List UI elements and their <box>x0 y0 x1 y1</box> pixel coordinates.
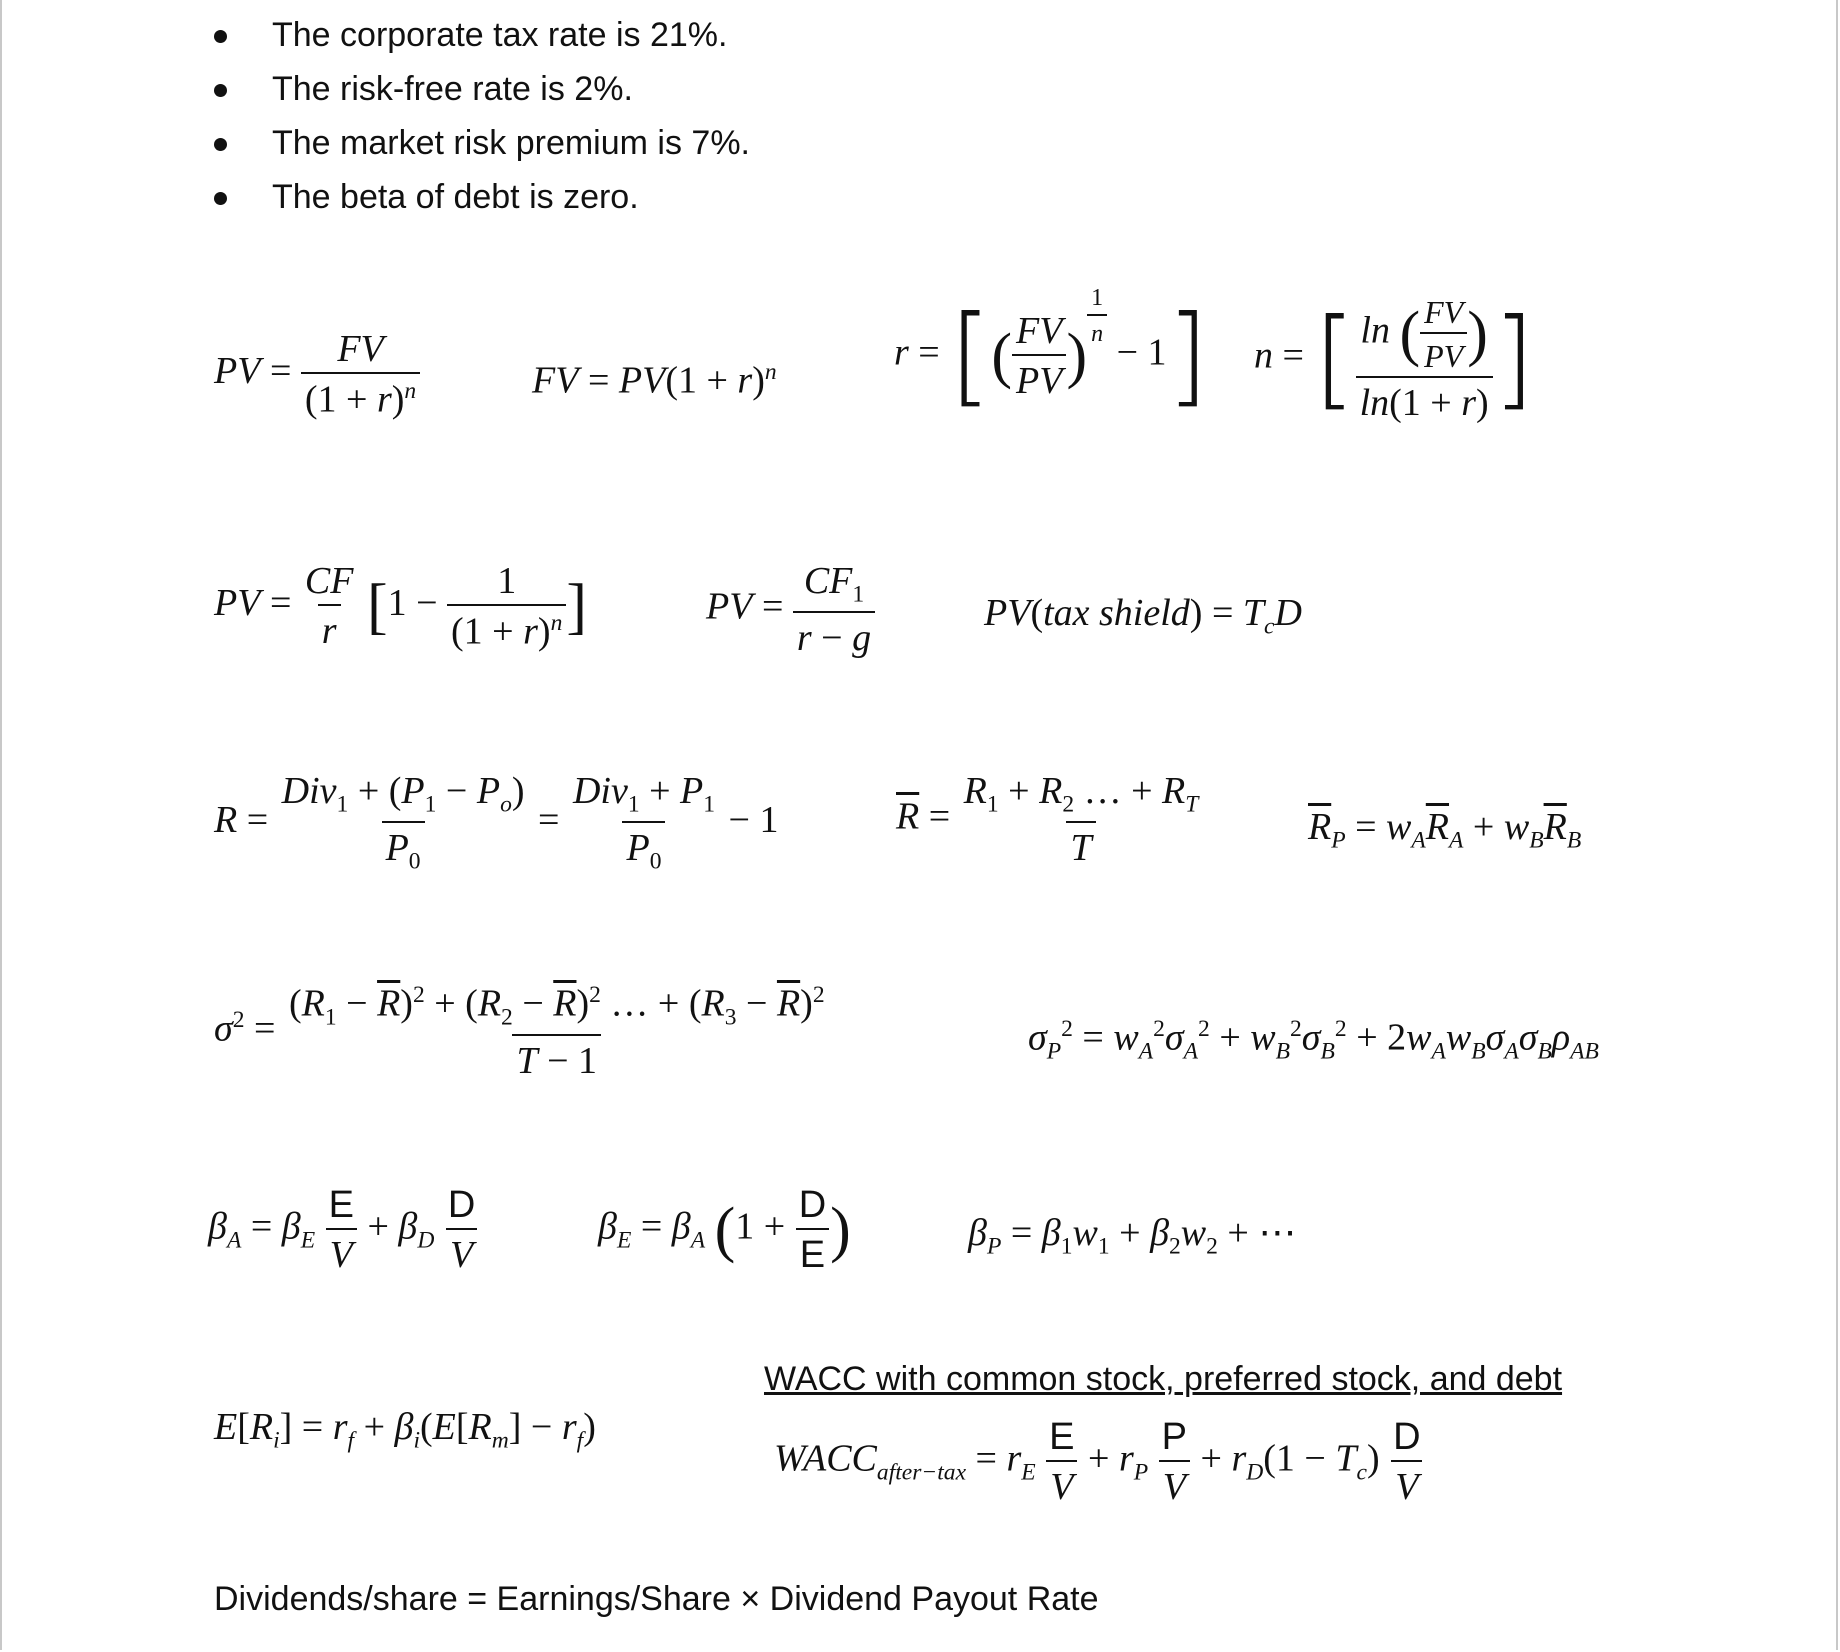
formula-periods: n = [ ln ( $\frac{FV}{PV}$ ) ln(1 + r) ] <box>1254 294 1535 424</box>
formula-fv-lump-sum: FV = $PV(1 + r)^n$ <box>532 359 777 402</box>
assumption-list <box>214 8 750 224</box>
formula-return: R = $\frac{Div_1 + (P_1 - P_o)}{P_0}$ = $\frac{Div_1 + P_1}{P_0}$ − 1 <box>214 770 779 875</box>
formula-mean-return: $\overline{R}$ = $\frac{R_1 + R_2 \dots + R_T}{T}$ <box>896 770 1199 870</box>
bullet-dot-icon <box>214 84 227 97</box>
formula-equity-beta: $\beta_E = \beta_A$ (1 + $\frac{D}{E}$ ) <box>598 1184 851 1276</box>
formula-wacc: $WACC_{after-tax} = r_E$ $\frac{E}{V}$ + $r_P$ $\frac{P}{V}$ + $r_D(1 - T_c)$ $\frac{D}{V}$ <box>774 1416 1421 1508</box>
bullet-item: The corporate tax rate is 21%. <box>214 8 750 62</box>
bullet-item: The risk-free rate is 2%. <box>214 62 750 116</box>
wacc-caption: WACC with common stock, preferred stock, and debt <box>764 1360 1563 1398</box>
dividends-per-share-formula: Dividends/share = Earnings/Share × Dividend Payout Rate <box>214 1580 1099 1618</box>
formula-annuity: PV = $\frac{CF}{r}$ [1 − $\frac{1}{(1 + r)^n}$ ] <box>214 560 588 653</box>
formula-tax-shield: PV(tax shield) = $T_cD$ <box>984 592 1302 640</box>
formula-portfolio-beta: $\beta_P = \beta_1w_1 + \beta_2w_2$ + ⋯ <box>968 1212 1297 1260</box>
bullet-item: The beta of debt is zero. <box>214 170 750 224</box>
bullet-dot-icon <box>214 192 227 205</box>
formula-asset-beta: $\beta_A = \beta_E$ $\frac{E}{V}$ + $\beta_D$ $\frac{D}{V}$ <box>208 1184 476 1276</box>
bullet-dot-icon <box>214 30 227 43</box>
formula-rate: r = [( $\frac{FV}{PV}$ ) $^{\frac{1}{n}}$ − 1] <box>894 284 1209 418</box>
formula-capm: $E[R_i] = r_f + \beta_i(E[R_m] - r_f)$ <box>214 1406 596 1454</box>
formula-pv-lump-sum: PV = $\frac{FV}{(1 + r)^n}$ <box>214 330 420 419</box>
formula-portfolio-return: $\overline{R}_P = w_A\overline{R}_A + w_B\overline{R}_B$ <box>1308 806 1582 854</box>
bullet-dot-icon <box>214 138 227 151</box>
formula-growing-perpetuity: PV = $\frac{CF_1}{r - g}$ <box>706 562 875 657</box>
formula-portfolio-variance: $\sigma_P^2 = w_A^2\sigma_A^2 + w_B^2\sigma_B^2 + 2w_Aw_B\sigma_A\sigma_B\rho_{AB}$ <box>1028 1016 1599 1065</box>
formula-variance: $\sigma^2$ = $\frac{(R_1 - \overline{R})^2 + (R_2 - \overline{R})^2 \dots + (R_3 - \overline{R})^2}{T - 1}$ <box>214 982 825 1082</box>
bullet-item: The market risk premium is 7%. <box>214 116 750 170</box>
